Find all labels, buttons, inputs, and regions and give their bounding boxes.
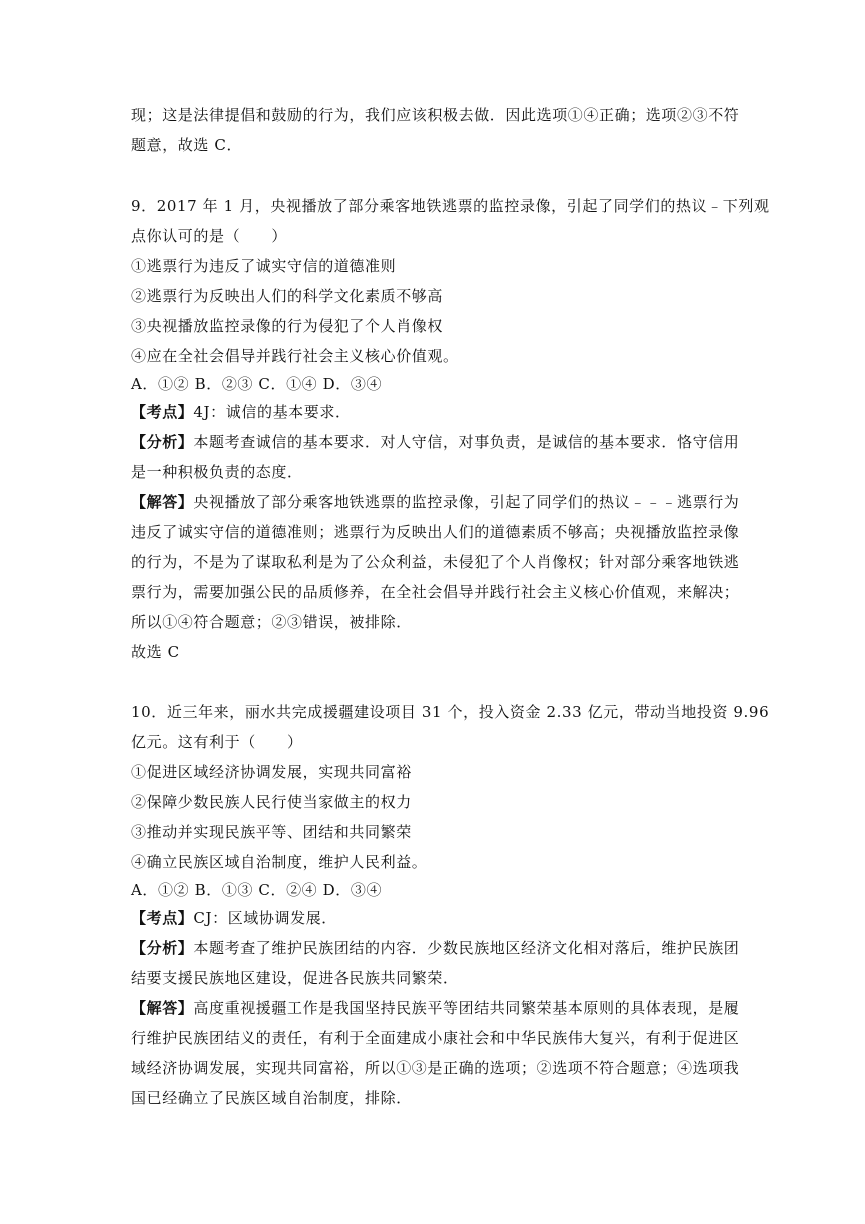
q10-kaodian — [131, 908, 337, 928]
fenxi-text: 本题考查了维护民族团结的内容．少数民族地区经济文化相对落后，维护民族团 — [193, 939, 740, 957]
q9-stem-line-2: 点你认可的是（ ） — [131, 227, 288, 245]
q9-stem-line-1: 9．2017 年 1 月，央视播放了部分乘客地铁逃票的监控录像，引起了同学们的热议﹣下列观 — [131, 197, 770, 215]
kaodian-text: 4J：诚信的基本要求． — [193, 403, 351, 421]
q9-jieda-cont-1: 违反了诚实守信的道德准则；逃票行为反映出人们的道德素质不够高；央视播放监控录像 — [131, 523, 740, 541]
prev-answer-line-1: 现；这是法律提倡和鼓励的行为，我们应该积极去做．因此选项①④正确；选项②③不符 — [131, 106, 740, 124]
kaodian-label: 【考点】 — [131, 909, 194, 927]
jieda-label: 【解答】 — [131, 493, 194, 511]
q9-fenxi — [131, 432, 739, 452]
q10-option-2: ②保障少数民族人民行使当家做主的权力 — [131, 793, 412, 811]
jieda-text: 央视播放了部分乘客地铁逃票的监控录像，引起了同学们的热议﹣﹣﹣逃票行为 — [193, 493, 740, 511]
q9-option-4: ④应在全社会倡导并践行社会主义核心价值观。 — [131, 347, 459, 365]
q9-option-3: ③央视播放监控录像的行为侵犯了个人肖像权 — [131, 317, 444, 335]
jieda-text: 高度重视援疆工作是我国坚持民族平等团结共同繁荣基本原则的具体表现，是履 — [193, 999, 740, 1017]
q9-choices: A．①② B．②③ C．①④ D．③④ — [131, 375, 383, 393]
q10-stem-line-1: 10．近三年来，丽水共完成援疆建设项目 31 个，投入资金 2.33 亿元，带动当地投资 9.96 — [131, 703, 770, 721]
q9-jieda-cont-3: 票行为，需要加强公民的品质修养，在全社会倡导并践行社会主义核心价值观，来解决； — [131, 583, 740, 601]
q9-jieda-cont-2: 的行为，不是为了谋取私利是为了公众利益，未侵犯了个人肖像权；针对部分乘客地铁逃 — [131, 553, 740, 571]
fenxi-label: 【分析】 — [131, 939, 194, 957]
q10-choices: A．①② B．①③ C．②④ D．③④ — [131, 881, 383, 899]
q10-jieda-cont-2: 域经济协调发展，实现共同富裕，所以①③是正确的选项；②选项不符合题意；④选项我 — [131, 1059, 740, 1077]
q10-option-4: ④确立民族区域自治制度，维护人民利益。 — [131, 853, 428, 871]
kaodian-label: 【考点】 — [131, 403, 194, 421]
q9-option-2: ②逃票行为反映出人们的科学文化素质不够高 — [131, 287, 444, 305]
q10-stem-line-2: 亿元。这有利于（ ） — [131, 733, 303, 751]
q9-option-1: ①逃票行为违反了诚实守信的道德准则 — [131, 257, 397, 275]
fenxi-text: 本题考查诚信的基本要求．对人守信，对事负责，是诚信的基本要求．恪守信用 — [193, 433, 740, 451]
q10-option-3: ③推动并实现民族平等、团结和共同繁荣 — [131, 823, 412, 841]
kaodian-text: CJ：区域协调发展． — [193, 909, 337, 927]
q10-fenxi — [131, 938, 739, 958]
q10-jieda-cont-3: 国已经确立了民族区域自治制度，排除． — [131, 1089, 412, 1107]
q10-jieda-cont-1: 行维护民族团结义的责任，有利于全面建成小康社会和中华民族伟大复兴，有利于促进区 — [131, 1029, 740, 1047]
q9-jieda — [131, 492, 739, 512]
q10-fenxi-cont: 结要支援民族地区建设，促进各民族共同繁荣． — [131, 969, 459, 987]
jieda-label: 【解答】 — [131, 999, 194, 1017]
fenxi-label: 【分析】 — [131, 433, 194, 451]
q9-answer: 故选 C — [131, 643, 180, 661]
prev-answer-line-2: 题意，故选 C． — [131, 136, 243, 154]
q9-kaodian — [131, 402, 351, 422]
q9-jieda-cont-4: 所以①④符合题意；②③错误，被排除． — [131, 613, 412, 631]
q9-fenxi-cont: 是一种积极负责的态度． — [131, 463, 303, 481]
q10-jieda — [131, 998, 739, 1018]
q10-option-1: ①促进区域经济协调发展，实现共同富裕 — [131, 763, 412, 781]
